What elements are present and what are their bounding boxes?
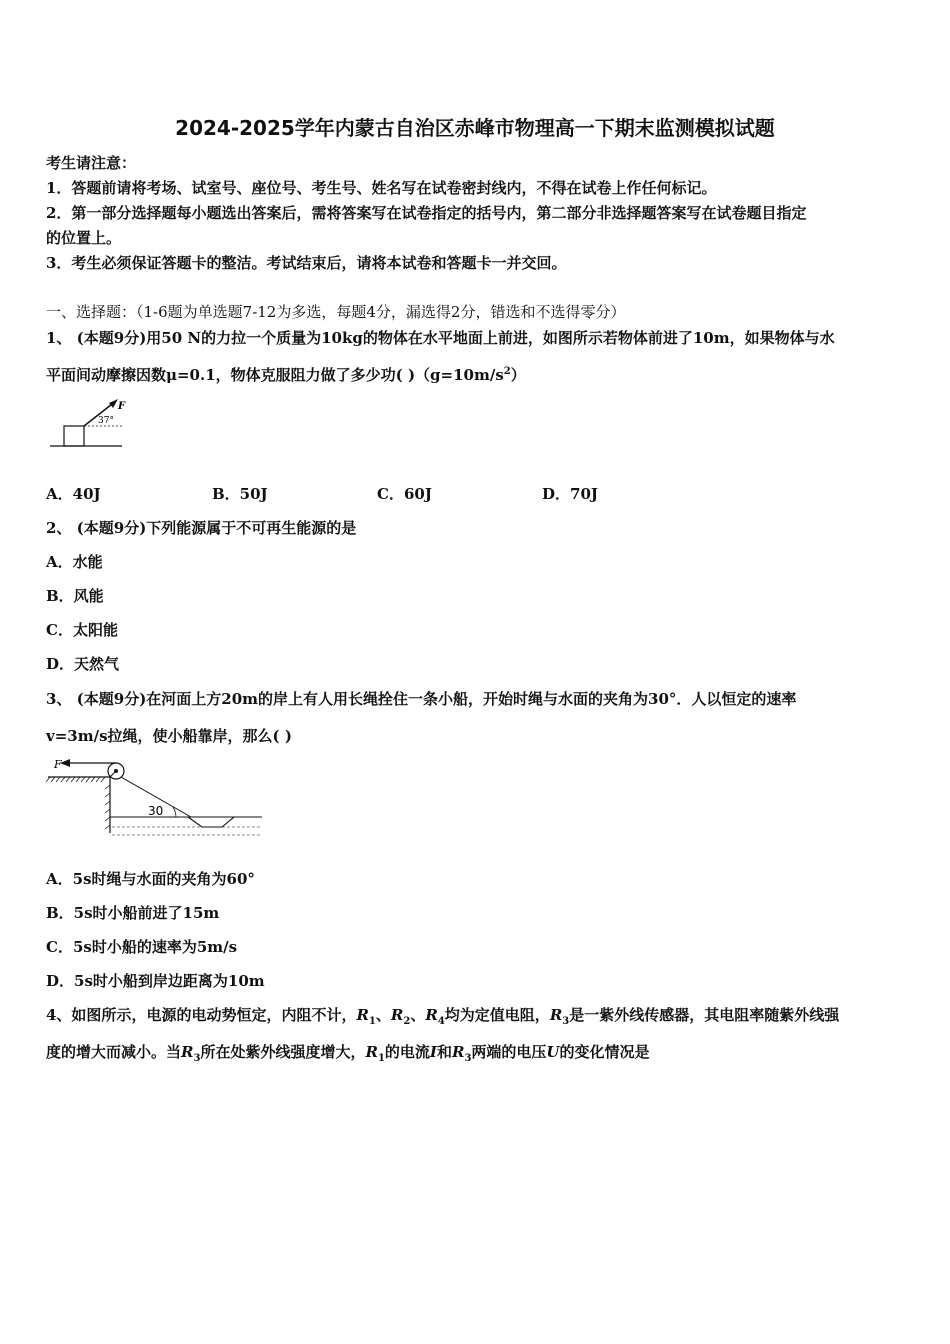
q4-sep: 、 xyxy=(375,1006,391,1024)
q4-text: 和 xyxy=(436,1043,452,1061)
q1-stem-line1: 1、 (本题9分)用50 N的力拉一个质量为10kg的物体在水平地面上前进，如图所示若物体前进了10m，如果物体与水 xyxy=(46,329,835,347)
q1-option-c[interactable]: C．60J xyxy=(377,485,432,503)
q4-r4-sub: 4 xyxy=(437,1016,445,1027)
exam-title: 2024-2025学年内蒙古自治区赤峰市物理高一下期末监测模拟试题 xyxy=(175,116,775,140)
q4-r1: R xyxy=(365,1043,378,1061)
q3-force-label: F xyxy=(54,758,62,771)
q4-voltage-u: U xyxy=(546,1043,560,1061)
q4-r3-sub: 3 xyxy=(562,1016,570,1027)
q2-option-d[interactable]: D．天然气 xyxy=(46,655,120,673)
q1-stem-line2 xyxy=(46,364,526,385)
q4-text: 两端的电压 xyxy=(471,1043,547,1061)
q3-river-figure xyxy=(46,755,266,839)
notice-item-3: 3．考生必须保证答题卡的整洁。考试结束后，请将本试卷和答题卡一并交回。 xyxy=(46,254,567,272)
q3-bank-top-hatch xyxy=(46,777,105,782)
q1-option-d[interactable]: D．70J xyxy=(542,485,598,503)
notice-item-1: 1．答题前请将考场、试室号、座位号、考生号、姓名写在试卷密封线内，不得在试卷上作任何标记。 xyxy=(46,179,717,197)
q4-r1-sub: 1 xyxy=(368,1016,376,1027)
notice-item-2: 2．第一部分选择题每小题选出答案后，需将答案写在试卷指定的括号内，第二部分非选择题答案写在试卷题目指定 xyxy=(46,204,807,222)
q3-stem-line1: 3、 (本题9分)在河面上方20m的岸上有人用长绳拴住一条小船，开始时绳与水面的夹角为30°．人以恒定的速率 xyxy=(46,690,797,708)
q2-option-c[interactable]: C．太阳能 xyxy=(46,621,118,639)
q1-stem-text: 平面间动摩擦因数μ=0.1，物体克服阻力做了多少功( )（g=10m/s xyxy=(46,366,504,384)
q1-angle-label: 37° xyxy=(98,416,114,426)
q4-r3-sub: 3 xyxy=(464,1053,472,1064)
q4-text: 均为定值电阻， xyxy=(444,1006,550,1024)
notice-heading: 考生请注意： xyxy=(46,154,137,172)
q4-r3: R xyxy=(181,1043,194,1061)
q4-text: 的变化情况是 xyxy=(559,1043,650,1061)
q1-option-b[interactable]: B．50J xyxy=(212,485,268,503)
q3-option-d[interactable]: D．5s时小船到岸边距离为10m xyxy=(46,972,265,990)
q4-r3-sub: 3 xyxy=(193,1053,201,1064)
q4-text: 的电流 xyxy=(384,1043,430,1061)
q2-option-a[interactable]: A．水能 xyxy=(46,553,103,571)
q2-option-b[interactable]: B．风能 xyxy=(46,587,104,605)
q3-boat xyxy=(188,817,234,827)
q4-r4: R xyxy=(425,1006,438,1024)
q3-stem-line2: v=3m/s拉绳，使小船靠岸，那么( ) xyxy=(46,727,292,745)
q4-r3: R xyxy=(451,1043,465,1061)
q4-text: 4、如图所示，电源的电动势恒定，内阻不计， xyxy=(46,1006,357,1024)
q4-r2-sub: 2 xyxy=(403,1016,411,1027)
q2-stem: 2、 (本题9分)下列能源属于不可再生能源的是 xyxy=(46,519,357,537)
q4-text: 所在处紫外线强度增大， xyxy=(200,1043,366,1061)
q4-sep: 、 xyxy=(410,1006,426,1024)
notice-item-2-cont: 的位置上。 xyxy=(46,229,122,247)
q4-r1-sub: 1 xyxy=(377,1053,385,1064)
q3-bank-wall-hatch xyxy=(105,785,110,829)
q3-option-a[interactable]: A．5s时绳与水面的夹角为60° xyxy=(46,870,255,888)
q1-exponent: 2 xyxy=(503,366,511,377)
q4-r3: R xyxy=(549,1006,563,1024)
q1-stem-end: ） xyxy=(510,366,526,384)
q1-block xyxy=(64,426,84,446)
q4-stem-line2 xyxy=(46,1041,650,1064)
q4-r2: R xyxy=(390,1006,404,1024)
q4-text: 是一紫外线传感器，其电阻率随紫外线强 xyxy=(569,1006,840,1024)
q3-angle-label: 30 xyxy=(148,804,164,818)
q1-force-label: F xyxy=(118,401,126,412)
q1-block-figure xyxy=(46,395,126,449)
q1-force-arrow-icon xyxy=(109,399,118,408)
q3-option-c[interactable]: C．5s时小船的速率为5m/s xyxy=(46,938,238,956)
q3-option-b[interactable]: B．5s时小船前进了15m xyxy=(46,904,220,922)
q4-stem-line1 xyxy=(46,1004,839,1027)
q4-current-i: I xyxy=(429,1043,437,1061)
section-heading: 一、选择题：（1-6题为单选题7-12为多选，每题4分，漏选得2分，错选和不选得零分） xyxy=(46,303,626,321)
q1-option-a[interactable]: A．40J xyxy=(46,485,101,503)
q4-text: 度的增大而减小。当 xyxy=(46,1043,182,1061)
q4-r1: R xyxy=(356,1006,369,1024)
